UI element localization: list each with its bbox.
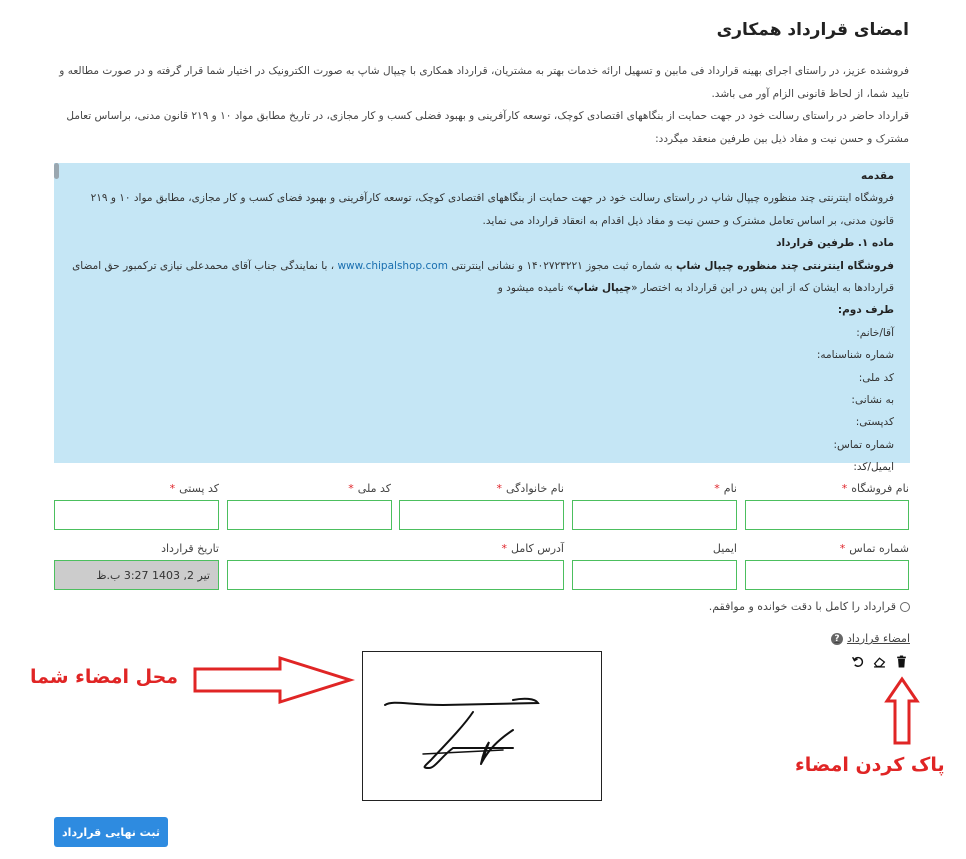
annotation-arrow-right: [192, 655, 357, 705]
party2-field-4: کدپستی:: [855, 416, 894, 429]
agreement-label: قرارداد را کامل با دقت خوانده و موافقم.: [708, 600, 896, 613]
annotation-arrow-up: [884, 676, 920, 746]
signature-label-row: [831, 632, 910, 645]
party1-short-name: چیپال شاپ: [573, 282, 632, 295]
signature-drawing: [363, 652, 601, 800]
national-code-field[interactable]: [227, 500, 392, 530]
last-name-label: نام خانوادگی*: [496, 482, 564, 495]
party1-name: فروشگاه اینترنتی چند منظوره چیپال شاپ: [675, 259, 894, 272]
first-name-field[interactable]: [572, 500, 737, 530]
contract-party2-heading: طرف دوم:: [837, 304, 894, 317]
first-name-label: نام*: [714, 482, 737, 495]
phone-field[interactable]: [745, 560, 909, 590]
party2-field-5: شماره تماس:: [833, 438, 894, 451]
contract-text-box[interactable]: [54, 163, 910, 474]
phone-label: شماره تماس*: [839, 542, 909, 555]
postal-code-label: کد پستی*: [169, 482, 219, 495]
contract-date-field: [54, 560, 219, 590]
party2-field-3: به نشانی:: [851, 394, 894, 407]
address-field[interactable]: [227, 560, 564, 590]
intro-text: [55, 60, 909, 150]
undo-icon[interactable]: [851, 655, 864, 668]
shop-name-label: نام فروشگاه*: [841, 482, 909, 495]
email-label: ایمیل: [712, 542, 737, 555]
agreement-checkbox[interactable]: [709, 600, 910, 613]
party1-text-b: ، با نمایندگی جناب آقای محمدعلی نیازی ترکمبور حق امضای قراردادها به ایشان که از این پس در این قرارداد به اختصار «: [72, 259, 894, 295]
last-name-field[interactable]: [399, 500, 564, 530]
party1-text-a: به شماره ثبت مجوز ۱۴۰۲۷۲۳۲۲۱ و نشانی اینترنتی: [447, 259, 676, 272]
submit-contract-button[interactable]: ثبت نهایی قرارداد: [54, 817, 168, 847]
page-title: امضای قرارداد همکاری: [716, 20, 909, 40]
contract-intro-text: فروشگاه اینترنتی چند منظوره چیپال شاپ در راستای رسالت خود در جهت حمایت از بنگاههای اقتصادی کوچک، توسعه کارآفرینی و بهبود فضای کسب و کار مجازی، مطابق مواد ۱۰ و ۲۱۹ قانون مدنی، بر اساس تعامل مشترک و حسن نیت و مفاد ذیل اقدام به انعقاد قرارداد می نماید.: [90, 192, 894, 227]
party2-field-1: شماره شناسنامه:: [816, 349, 894, 362]
signature-label: امضاء قرارداد: [846, 632, 910, 645]
intro-paragraph-1: فروشنده عزیز، در راستای اجرای بهینه قرارداد فی مابین و تسهیل ارائه خدمات بهتر به مشتریان، قرارداد همکاری با چیپال شاپ به صورت الکترونیک در اختیار شما قرار گرفته و در صورت مطالعه و تایید شما، از لحاظ قانونی الزام آور می باشد.: [59, 65, 909, 100]
signature-pad[interactable]: [362, 651, 602, 801]
contract-heading-intro: مقدمه: [861, 170, 894, 182]
trash-icon[interactable]: [895, 655, 908, 668]
agreement-radio[interactable]: [900, 602, 910, 612]
address-label: آدرس کامل*: [501, 542, 564, 555]
party1-text-c: » نامیده میشود و: [497, 282, 574, 295]
national-code-label: کد ملی*: [348, 482, 391, 495]
shop-name-field[interactable]: [745, 500, 909, 530]
contract-party1: [64, 255, 894, 300]
signature-toolbar: [851, 655, 908, 668]
annotation-clear-signature: پاک کردن امضاء: [795, 754, 945, 776]
eraser-icon[interactable]: [873, 655, 886, 668]
party1-url-link[interactable]: www.chipalshop.com: [337, 259, 448, 272]
scrollbar-thumb[interactable]: [54, 163, 59, 179]
party2-field-2: کد ملی:: [858, 371, 894, 384]
annotation-signature-place: محل امضاء شما: [30, 666, 179, 688]
party2-field-6: ایمیل/کد:: [853, 461, 894, 474]
email-field[interactable]: [572, 560, 737, 590]
postal-code-field[interactable]: [54, 500, 219, 530]
question-circle-icon[interactable]: ?: [831, 633, 843, 645]
party2-field-0: آقا/خانم:: [856, 326, 894, 339]
contract-article1-heading: ماده ۱. طرفین قرارداد: [776, 237, 894, 250]
intro-paragraph-2: قرارداد حاضر در راستای رسالت خود در جهت حمایت از بنگاههای اقتصادی کوچک، توسعه کارآفرینی و بهبود فضلی کسب و کار مجازی، در تاریخ مطابق مواد ۱۰ و ۲۱۹ قانون مدنی، براساس تعامل مشترک و حسن نیت و مفاد ذیل بین طرفین منعقد میگردد:: [66, 110, 909, 145]
contract-date-label: تاریخ قرارداد: [161, 542, 219, 555]
